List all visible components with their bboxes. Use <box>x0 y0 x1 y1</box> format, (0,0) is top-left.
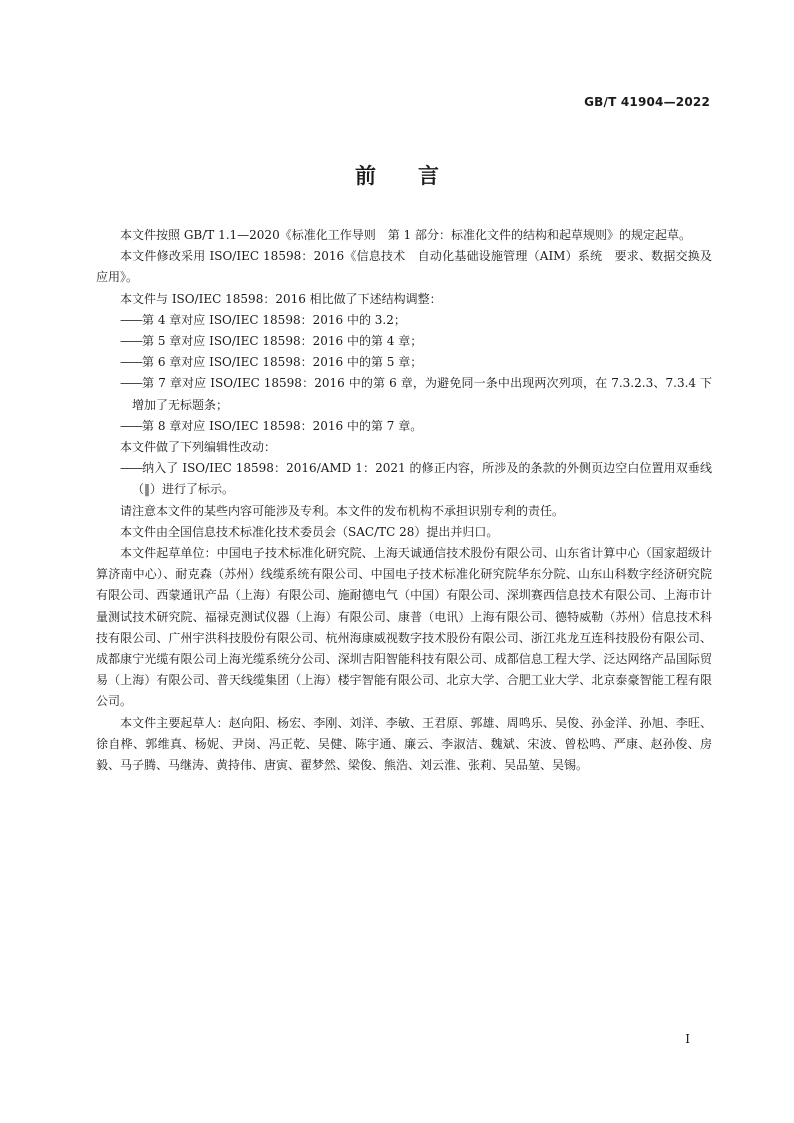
list-item <box>96 416 712 437</box>
list-item <box>96 310 712 331</box>
page-number: I <box>685 1032 690 1046</box>
page-title: 前 言 <box>355 164 439 188</box>
dash-marker: —— <box>120 334 142 349</box>
dash-marker: —— <box>120 355 142 370</box>
list-item <box>96 373 712 415</box>
dash-marker: —— <box>120 418 142 433</box>
list-item <box>96 352 712 373</box>
list-item-text: 第 8 章对应 ISO/IEC 18598：2016 中的第 7 章。 <box>142 418 423 433</box>
paragraph-structural-intro: 本文件与 ISO/IEC 18598：2016 相比做了下述结构调整： <box>120 291 442 306</box>
paragraph-drafters: 本文件主要起草人：赵向阳、杨宏、李刚、刘洋、李敏、王君原、郭雄、周鸣乐、吴俊、孙金洋、孙旭、李旺、徐自桦、郭维真、杨妮、尹岗、冯正乾、吴健、陈宇通、廉云、李淑洁、魏斌、宋波、曾松鸣、严康、赵孙俊、房毅、马子腾、马继涛、黄持伟、唐寅、翟梦然、梁俊、熊浩、刘云淮、张莉、吴品堃、吴锡。 <box>96 715 712 773</box>
list-item-text: 纳入了 ISO/IEC 18598：2016/AMD 1：2021 的修正内容，所涉及的条款的外侧页边空白位置用双垂线（‖）进行了标示。 <box>132 461 712 497</box>
paragraph-drafting-rules: 本文件按照 GB/T 1.1—2020《标准化工作导则 第 1 部分：标准化文件的结构和起草规则》的规定起草。 <box>120 228 691 242</box>
paragraph-editorial-intro: 本文件做了下列编辑性改动： <box>120 440 277 455</box>
list-item-text: 第 4 章对应 ISO/IEC 18598：2016 中的 3.2； <box>142 312 406 327</box>
foreword-body <box>96 225 712 776</box>
paragraph-proposer: 本文件由全国信息技术标准化技术委员会（SAC/TC 28）提出并归口。 <box>120 524 499 539</box>
list-item-text: 第 5 章对应 ISO/IEC 18598：2016 中的第 4 章； <box>142 334 423 349</box>
list-item-text: 第 6 章对应 ISO/IEC 18598：2016 中的第 5 章； <box>142 355 423 370</box>
paragraph-drafting-units: 本文件起草单位：中国电子技术标准化研究院、上海天诚通信技术股份有限公司、山东省计算中心（国家超级计算济南中心）、耐克森（苏州）线缆系统有限公司、中国电子技术标准化研究院华东分院、山东山科数字经济研究院有限公司、西蒙通讯产品（上海）有限公司、施耐德电气（中国）有限公司、深圳赛西信息技术有限公司、上海市计量测试技术研究院、福禄克测试仪器（上海）有限公司、康普（电讯）上海有限公司、德特威勒（苏州）信息技术科技有限公司、广州宇洪科技股份有限公司、杭州海康威视数字技术股份有限公司、浙江兆龙互连科技股份有限公司、成都康宁光缆有限公司上海光缆系统分公司、深圳吉阳智能科技有限公司、成都信息工程大学、泛达网络产品国际贸易（上海）有限公司、普天线缆集团（上海）楼宇智能有限公司、北京大学、合肥工业大学、北京泰豪智能工程有限公司。 <box>96 546 712 709</box>
dash-marker: —— <box>120 461 142 476</box>
paragraph-patent-notice: 请注意本文件的某些内容可能涉及专利。本文件的发布机构不承担识别专利的责任。 <box>120 503 565 518</box>
standard-code: GB/T 41904—2022 <box>584 95 710 109</box>
dash-marker: —— <box>120 312 142 327</box>
list-item <box>96 458 712 500</box>
dash-marker: —— <box>120 376 142 391</box>
paragraph-adoption: 本文件修改采用 ISO/IEC 18598：2016《信息技术 自动化基础设施管理（AIM）系统 要求、数据交换及应用》。 <box>96 249 712 285</box>
list-item-text: 第 7 章对应 ISO/IEC 18598：2016 中的第 6 章，为避免同一条中出现两次列项，在 7.3.2.3、7.3.4 下增加了无标题条； <box>132 376 712 412</box>
list-item <box>96 331 712 352</box>
